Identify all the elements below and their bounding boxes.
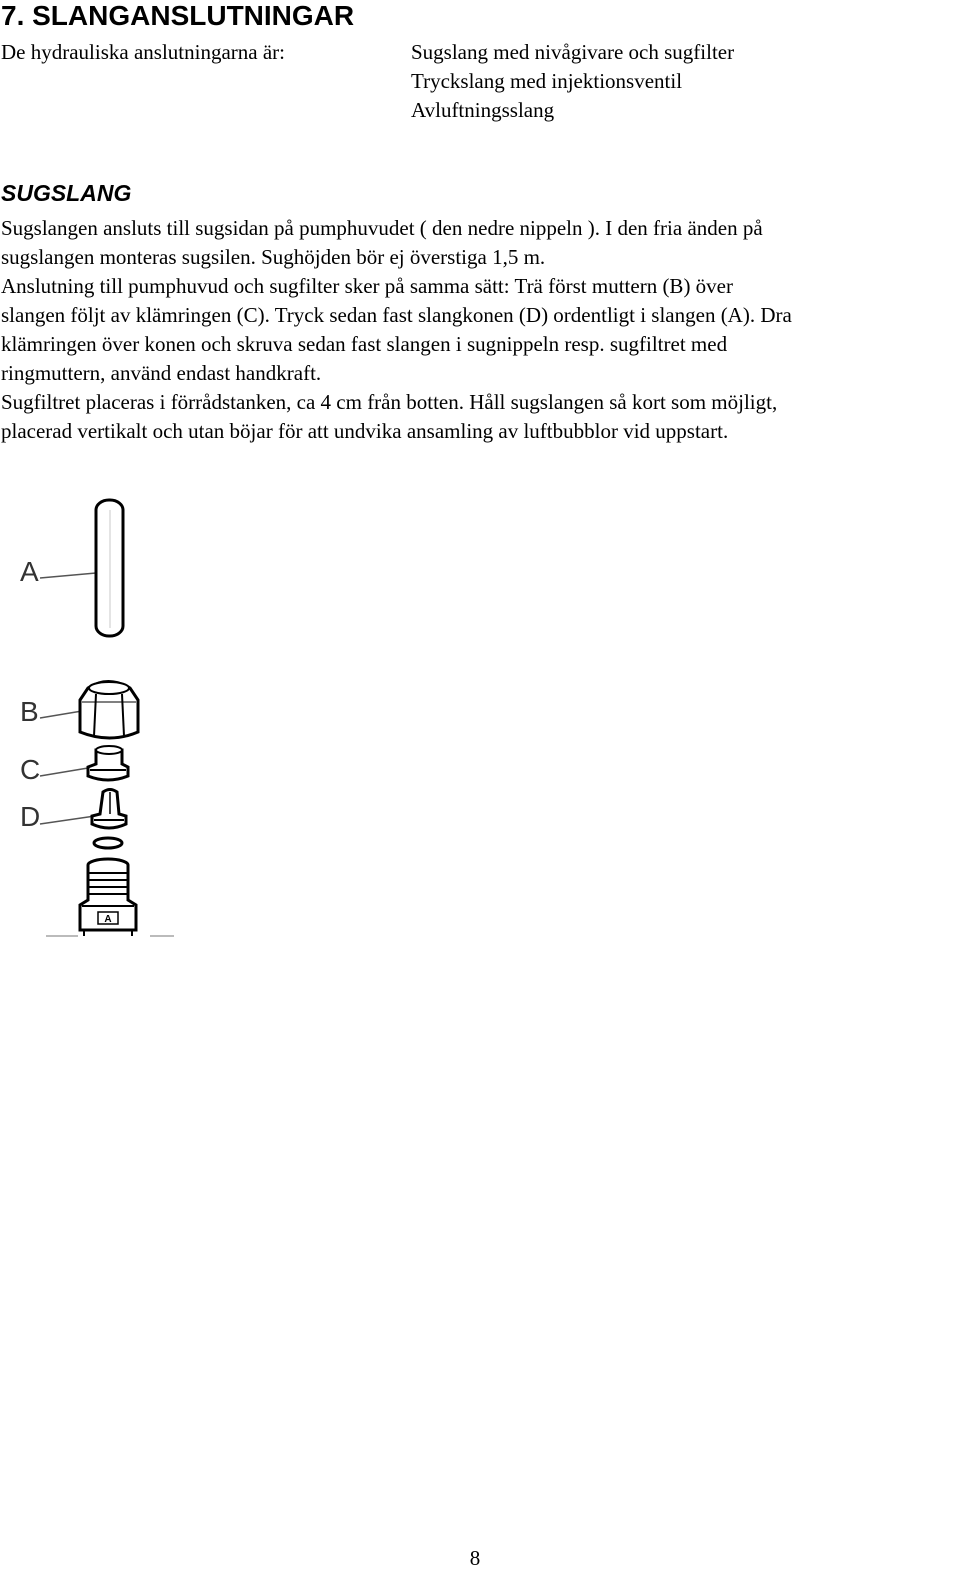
hose-cone-drawing xyxy=(92,790,126,829)
hose-tube-drawing xyxy=(96,500,123,636)
page-heading: 7. SLANGANSLUTNINGAR xyxy=(1,0,355,31)
hex-nut-drawing xyxy=(80,682,138,739)
body-line: Sugslangen ansluts till sugsidan på pumphuvudet ( den nedre nippeln ). I den fria änden på xyxy=(1,216,763,240)
clamp-ring-drawing xyxy=(88,746,128,780)
connection-item: Tryckslang med injektionsventil xyxy=(411,69,683,93)
connection-item: Sugslang med nivågivare och sugfilter xyxy=(411,40,735,64)
body-line: Sugfiltret placeras i förrådstanken, ca 4 cm från botten. Håll sugslangen så kort som möjligt, xyxy=(1,390,778,414)
section-body xyxy=(1,214,936,446)
label-a: A xyxy=(20,556,39,587)
body-line: sugslangen monteras sugsilen. Sughöjden bör ej överstiga 1,5 m. xyxy=(1,245,546,269)
leader-line-c xyxy=(40,768,88,776)
label-c: C xyxy=(20,754,41,785)
body-line: Anslutning till pumphuvud och sugfilter sker på samma sätt: Trä först muttern (B) över xyxy=(1,274,733,298)
leader-line-b xyxy=(40,711,82,718)
body-line: placerad vertikalt och utan böjar för att undvika ansamling av luftbubblor vid uppstart. xyxy=(1,419,729,443)
leader-line-d xyxy=(40,816,95,824)
threaded-nipple-drawing xyxy=(80,859,136,936)
body-line: klämringen över konen och skruva sedan fast slangen i sugnippeln resp. sugfiltret med xyxy=(1,332,728,356)
label-b: B xyxy=(20,696,39,727)
label-d: D xyxy=(20,801,41,832)
hose-connection-figure xyxy=(0,480,200,950)
body-line: slangen följt av klämringen (C). Tryck sedan fast slangkonen (D) ordentligt i slangen (A). Dra xyxy=(1,303,792,327)
intro-label: De hydrauliska anslutningarna är: xyxy=(1,40,285,64)
page-number: 8 xyxy=(469,1546,481,1570)
body-line: ringmuttern, använd endast handkraft. xyxy=(1,361,322,385)
leader-line-a xyxy=(40,573,96,578)
section-title: SUGSLANG xyxy=(1,180,132,206)
nipple-mark: A xyxy=(104,914,112,925)
connection-list xyxy=(411,38,734,125)
o-ring-drawing xyxy=(94,838,122,848)
connection-item: Avluftningsslang xyxy=(411,98,555,122)
